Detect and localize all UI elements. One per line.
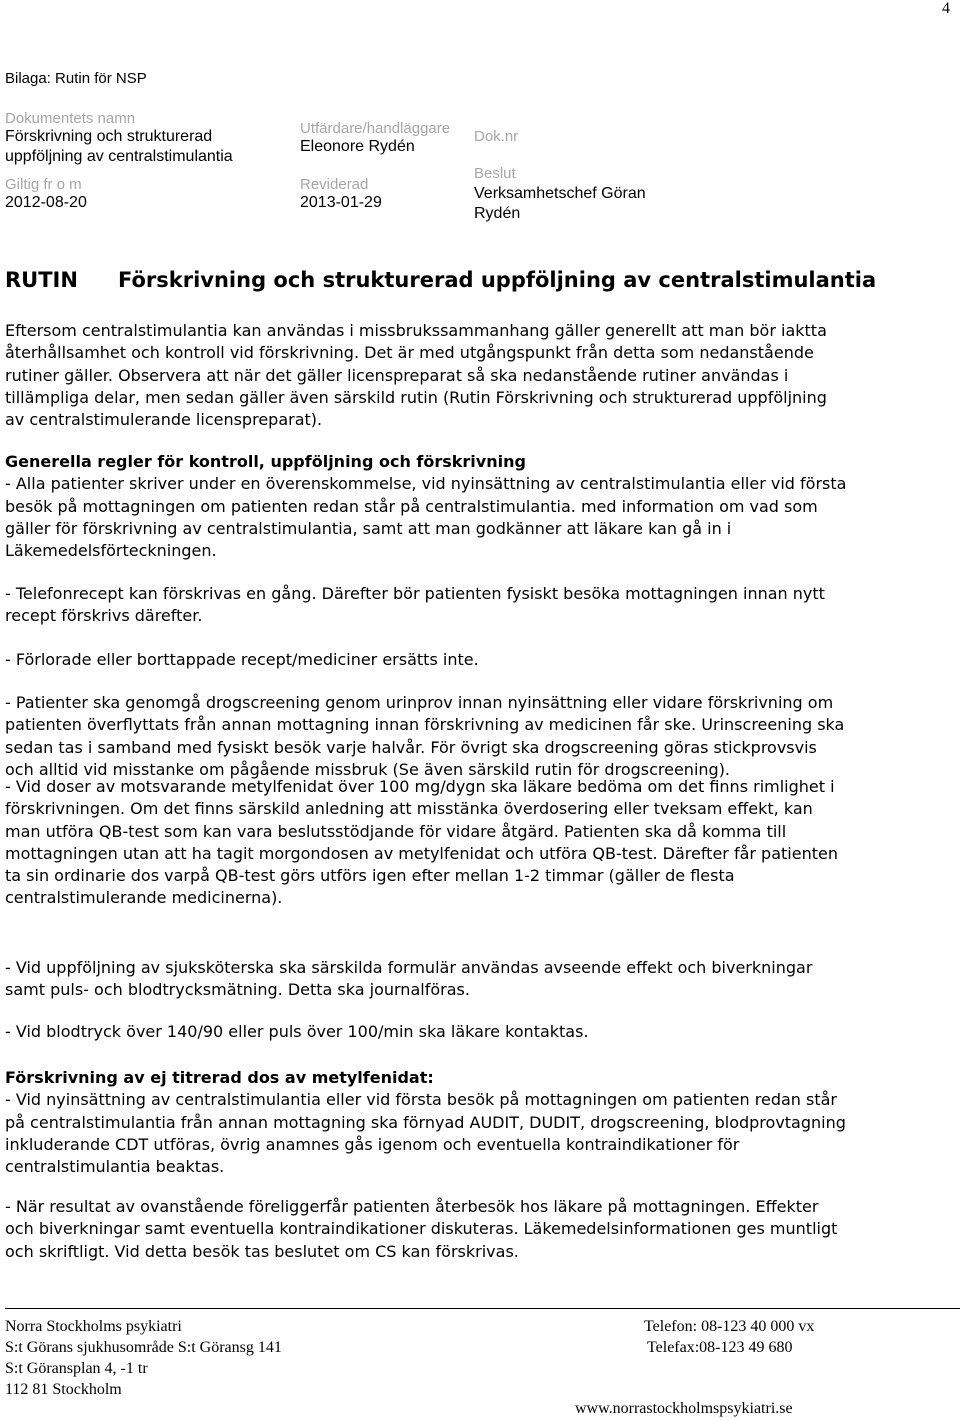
text-line: centralstimulantia beaktas. xyxy=(5,1157,225,1177)
issuer-label: Utfärdare/handläggare xyxy=(300,120,451,137)
text-line: mottagningen utan att ha tagit morgondosen av metylfenidat och utföra QB-test. Därefter får patienten xyxy=(5,843,838,863)
text-line: patienten överflyttats från annan mottagning innan förskrivning av medicinen får ske. Urinscreening ska xyxy=(5,715,845,735)
text-line: samt puls- och blodtrycksmätning. Detta ska journalföras. xyxy=(5,980,470,1000)
paragraph-lost-prescriptions xyxy=(5,649,955,671)
footer-phone: Telefon: 08-123 40 000 vx xyxy=(644,1318,815,1335)
text-line: sedan tas i samband med fysiskt besök varje halvår. För övrigt ska drogscreening göras stickprovsvis xyxy=(5,737,817,757)
footer-website-link[interactable]: www.norrastockholmspsykiatri.se xyxy=(575,1400,793,1417)
decision-label: Beslut xyxy=(474,165,516,182)
section-general-rules xyxy=(5,451,955,562)
paragraph-blood-pressure xyxy=(5,1021,955,1043)
intro-paragraph xyxy=(5,320,955,431)
text-line: och alltid vid misstanke om pågående missbruk (Se även särskild rutin för drogscreening). xyxy=(5,759,731,779)
paragraph-dose-qb-test xyxy=(5,776,955,910)
decision-value-line2: Rydén xyxy=(474,205,521,222)
text-line: och skriftligt. Vid detta besök tas beslutet om CS kan förskrivas. xyxy=(5,1241,519,1261)
text-line: besök på mottagningen om patienten redan står på centralstimulantia. med information om vad som xyxy=(5,496,818,516)
text-line: rutiner gäller. Observera att när det gäller licenspreparat så ska nedanstående rutiner användas i xyxy=(5,365,789,385)
routine-title: Förskrivning och strukturerad uppföljning av centralstimulantia xyxy=(118,268,877,292)
footer-city: 112 81 Stockholm xyxy=(5,1381,122,1398)
paragraph-results-revisit xyxy=(5,1196,955,1263)
text-line: inkluderande CDT utföras, övrig anamnes gås igenom och eventuella kontraindikationer för xyxy=(5,1134,740,1154)
paragraph-drug-screening xyxy=(5,692,955,781)
text-line: centralstimulerande medicinerna). xyxy=(5,888,283,908)
text-line: av centralstimulerande licenspreparat). xyxy=(5,410,323,430)
paragraph-nurse-followup xyxy=(5,957,955,1002)
footer-fax: Telefax:08-123 49 680 xyxy=(647,1339,793,1356)
valid-from-label: Giltig fr o m xyxy=(5,176,82,193)
text-line: - Vid uppföljning av sjuksköterska ska särskilda formulär användas avseende effekt och biverkningar xyxy=(5,958,813,977)
footer-org: Norra Stockholms psykiatri xyxy=(5,1318,182,1335)
text-line: återhållsamhet och kontroll vid förskrivning. Det är med utgångspunkt från detta som nedanstående xyxy=(5,343,814,363)
doc-nr-label: Dok.nr xyxy=(474,128,519,145)
footer-address: S:t Göransplan 4, -1 tr xyxy=(5,1360,148,1377)
text-line: man utföra QB-test som kan vara beslutsstödjande för vidare åtgärd. Patienten ska då komma till xyxy=(5,821,787,841)
text-line: - Patienter ska genomgå drogscreening genom urinprov innan nyinsättning eller vidare förskrivning om xyxy=(5,693,834,712)
document-name-line1: Förskrivning och strukturerad xyxy=(5,128,213,145)
routine-label: RUTIN xyxy=(5,268,78,292)
text-line: - Vid doser av motsvarande metylfenidat över 100 mg/dygn ska läkare bedöma om det finns rimlighet i xyxy=(5,777,835,796)
text-line: tillämpliga delar, men sedan gäller även särskild rutin (Rutin Förskrivning och strukturerad uppföljning xyxy=(5,387,827,407)
document-name-line2: uppföljning av centralstimulantia xyxy=(5,148,233,165)
text-line: - När resultat av ovanstående föreliggerfår patienten återbesök hos läkare på mottagningen. Effekter xyxy=(5,1197,819,1216)
text-line: recept förskrivs därefter. xyxy=(5,606,203,626)
text-line: - Vid blodtryck över 140/90 eller puls över 100/min ska läkare kontaktas. xyxy=(5,1022,589,1041)
section-untitrated-dose xyxy=(5,1067,955,1178)
paragraph-telephone-prescription xyxy=(5,583,955,628)
text-line: och biverkningar samt eventuella kontraindikationer diskuteras. Läkemedelsinformationen ges muntligt xyxy=(5,1219,838,1239)
footer-divider xyxy=(5,1308,960,1309)
text-line: förskrivningen. Om det finns särskild anledning att misstänka överdosering eller tveksam effekt, kan xyxy=(5,799,813,819)
text-line: ta sin ordinarie dos varpå QB-test görs utförs igen efter mellan 1-2 timmar (gäller de flesta xyxy=(5,866,735,886)
footer-area: S:t Görans sjukhusområde S:t Göransg 141 xyxy=(5,1339,282,1356)
text-line: - Vid nyinsättning av centralstimulantia eller vid första besök på mottagningen om patienten redan står xyxy=(5,1090,837,1110)
text-line: gäller för förskrivning av centralstimulantia, samt att man godkänner att läkare kan gå in i xyxy=(5,518,732,538)
revised-label: Reviderad xyxy=(300,176,369,193)
text-line: - Alla patienter skriver under en överenskommelse, vid nyinsättning av centralstimulantia eller vid första xyxy=(5,474,847,494)
decision-value-line1: Verksamhetschef Göran xyxy=(474,185,646,202)
section-heading: Förskrivning av ej titrerad dos av metylfenidat: xyxy=(5,1068,434,1087)
issuer-value: Eleonore Rydén xyxy=(300,138,415,155)
valid-from-value: 2012-08-20 xyxy=(5,194,87,211)
text-line: Eftersom centralstimulantia kan användas i missbrukssammanhang gäller generellt att man bör iaktta xyxy=(5,321,827,340)
revised-value: 2013-01-29 xyxy=(300,194,382,211)
text-line: - Förlorade eller borttappade recept/mediciner ersätts inte. xyxy=(5,650,479,669)
document-name-label: Dokumentets namn xyxy=(5,110,136,127)
page-number: 4 xyxy=(942,0,950,17)
attachment-label: Bilaga: Rutin för NSP xyxy=(5,70,147,87)
section-heading: Generella regler för kontroll, uppföljning och förskrivning xyxy=(5,452,526,471)
text-line: Läkemedelsförteckningen. xyxy=(5,541,217,561)
text-line: på centralstimulantia från annan mottagning ska förnyad AUDIT, DUDIT, drogscreening, blodprovtagning xyxy=(5,1112,846,1132)
text-line: - Telefonrecept kan förskrivas en gång. Därefter bör patienten fysiskt besöka mottagningen innan nytt xyxy=(5,584,825,603)
